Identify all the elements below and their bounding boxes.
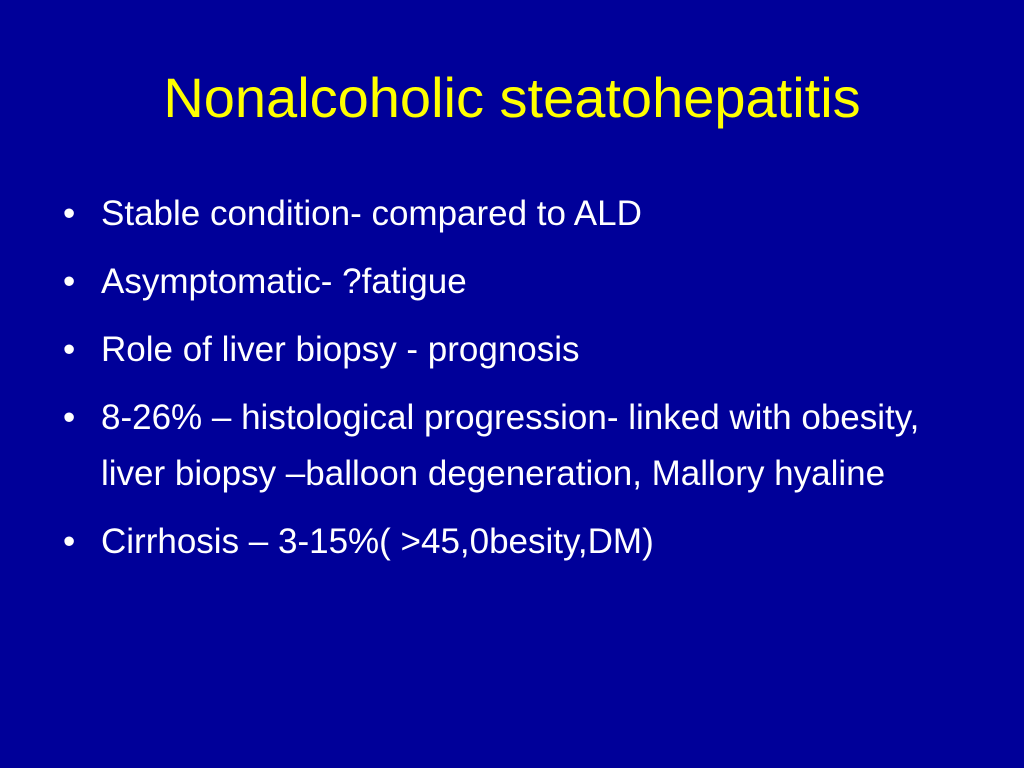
- list-item: [57, 254, 937, 310]
- bullet-icon: •: [63, 262, 76, 301]
- list-item: [57, 390, 937, 502]
- bullet-text: Cirrhosis – 3-15%( >45,0besity,DM): [101, 522, 654, 561]
- bullet-icon: •: [63, 330, 76, 369]
- bullet-icon: •: [63, 194, 76, 233]
- list-item: [57, 186, 937, 242]
- list-item: [57, 322, 937, 378]
- bullet-text: Stable condition- compared to ALD: [101, 194, 642, 233]
- bullet-icon: •: [63, 398, 76, 437]
- slide-title: Nonalcoholic steatohepatitis: [163, 66, 861, 129]
- bullet-text: Asymptomatic- ?fatigue: [101, 262, 467, 301]
- list-item: [57, 514, 937, 570]
- bullet-icon: •: [63, 522, 76, 561]
- bullet-list: [57, 186, 937, 582]
- bullet-text: 8-26% – histological progression- linked with obesity, liver biopsy –balloon degeneration, Mallory hyaline: [101, 398, 920, 493]
- bullet-text: Role of liver biopsy - prognosis: [101, 330, 580, 369]
